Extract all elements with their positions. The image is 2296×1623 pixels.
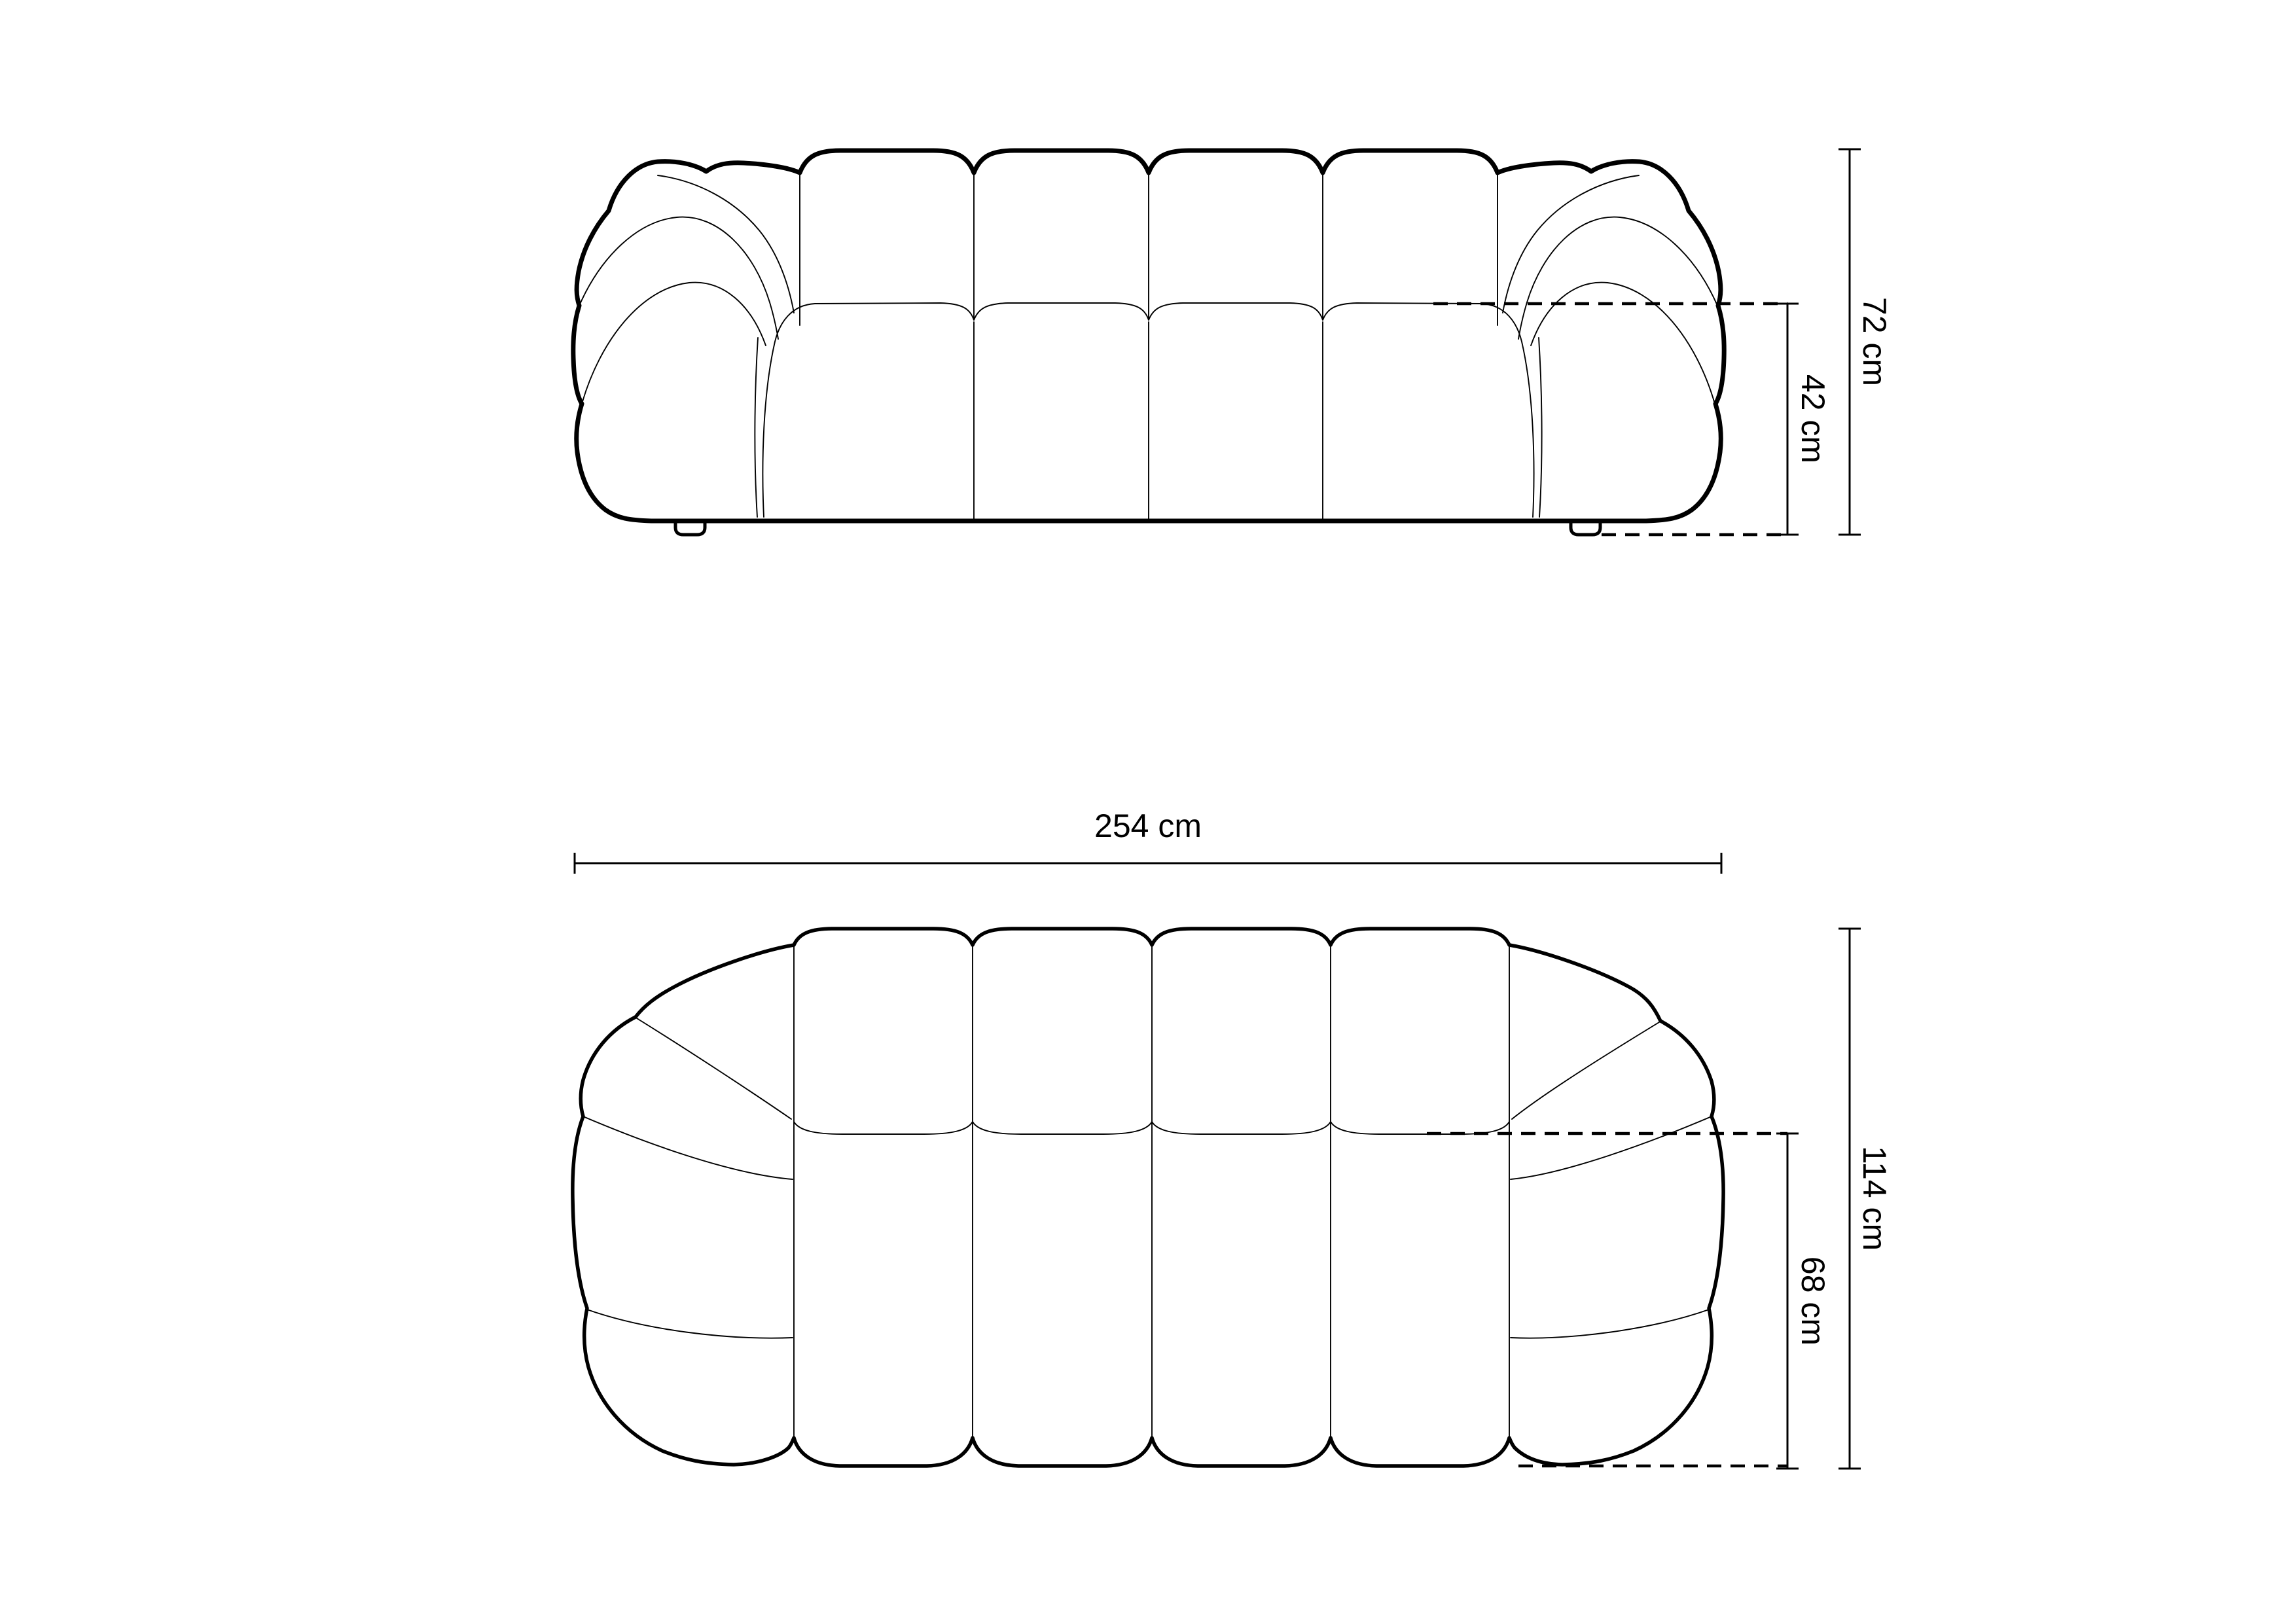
top-seat-depth-label: 68 cm [1795, 1256, 1831, 1346]
top-view [573, 808, 1893, 1469]
top-overall-width-label: 254 cm [1094, 808, 1202, 844]
front-view [573, 149, 1893, 535]
top-dimensions [575, 808, 1893, 1469]
front-overall-height-label: 72 cm [1856, 296, 1893, 387]
top-sofa-outline [573, 929, 1723, 1466]
front-seat-height-label: 42 cm [1795, 374, 1831, 464]
top-width-dim-line [575, 853, 1721, 874]
front-seam-lines [579, 174, 1717, 519]
top-overall-depth-label: 114 cm [1856, 1145, 1893, 1251]
top-seam-lines [583, 946, 1712, 1436]
front-dimensions [1433, 149, 1893, 535]
